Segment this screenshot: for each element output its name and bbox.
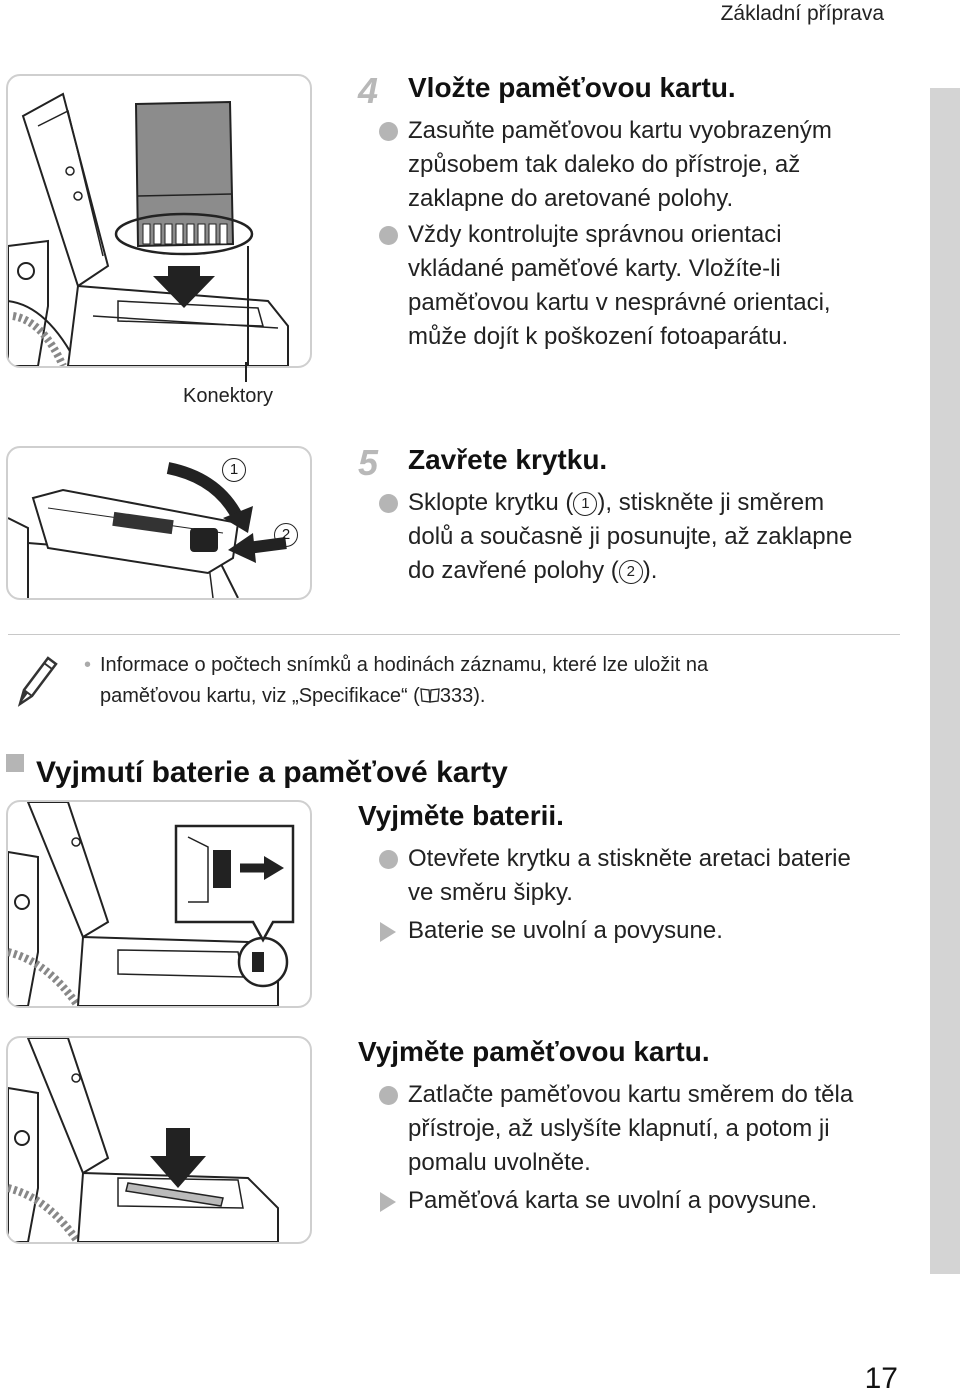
bullet-item xyxy=(408,486,918,588)
bullet-line: ve směru šipky. xyxy=(408,879,573,906)
remove-battery-title: Vyjměte baterii. xyxy=(358,800,564,831)
callout-ref-1: 1 xyxy=(573,492,597,516)
bullet-line: Vždy kontrolujte správnou orientaci xyxy=(408,221,782,248)
pencil-icon xyxy=(16,652,60,713)
bullet-dot-icon xyxy=(376,842,400,876)
note-divider xyxy=(8,634,900,635)
bullet-item xyxy=(408,114,908,216)
note-text xyxy=(84,650,900,712)
remove-battery-bullets xyxy=(408,842,918,948)
step-5-title: Zavřete krytku. xyxy=(408,444,608,475)
bullet-dot-icon xyxy=(376,486,400,520)
result-triangle-icon xyxy=(376,1184,400,1218)
result-item xyxy=(408,1184,918,1218)
result-triangle-icon xyxy=(376,914,400,948)
step-5-number: 5 xyxy=(358,442,379,483)
bullet-line: způsobem tak daleko do přístroje, až xyxy=(408,151,801,178)
section-marker-icon xyxy=(6,754,24,772)
bullet-line: Otevřete krytku a stiskněte aretaci baterie xyxy=(408,845,851,872)
bullet-line: dolů a současně ji posunujte, až zaklapne xyxy=(408,523,853,550)
bullet-dot-icon xyxy=(376,114,400,148)
connectors-label: Konektory xyxy=(183,385,274,407)
section-title: Vyjmutí baterie a paměťové karty xyxy=(36,756,508,789)
bullet-line: zaklapne do aretované polohy. xyxy=(408,185,734,212)
page-number: 17 xyxy=(864,1362,898,1395)
bullet-line: může dojít k poškození fotoaparátu. xyxy=(408,323,789,350)
bullet-line: Zasuňte paměťovou kartu vyobrazeným xyxy=(408,117,832,144)
result-line: Baterie se uvolní a povysune. xyxy=(408,917,723,944)
figure-label-1 xyxy=(222,458,246,482)
connector-leader-line xyxy=(245,362,247,382)
bullet-item xyxy=(408,1078,918,1180)
chapter-side-tab xyxy=(930,88,960,1274)
step-5-bullets xyxy=(408,486,918,588)
bullet-line: Sklopte krytku ( 1 ), stiskněte ji směrem xyxy=(408,489,825,516)
figure-remove-card xyxy=(6,1036,312,1244)
result-line: Paměťová karta se uvolní a povysune. xyxy=(408,1187,818,1214)
bullet-dot-icon xyxy=(376,1078,400,1112)
figure-label-2 xyxy=(274,523,298,547)
callout-2: 2 xyxy=(274,523,298,547)
book-icon xyxy=(420,682,440,698)
bullet-line: přístroje, až uslyšíte klapnutí, a potom ji xyxy=(408,1115,830,1142)
note-bullet-icon: • xyxy=(84,654,92,676)
step-4-number: 4 xyxy=(358,70,379,111)
callout-1: 1 xyxy=(222,458,246,482)
running-header: Základní příprava xyxy=(720,2,884,25)
remove-card-title: Vyjměte paměťovou kartu. xyxy=(358,1036,710,1067)
bullet-line: pomalu uvolněte. xyxy=(408,1149,591,1176)
step-4-title: Vložte paměťovou kartu. xyxy=(408,72,736,103)
figure-remove-battery xyxy=(6,800,312,1008)
bullet-line: vkládané paměťové karty. Vložíte-li xyxy=(408,255,781,282)
note-line-2: paměťovou kartu, viz „Specifikace“ ( 333). xyxy=(100,681,900,712)
remove-card-bullets xyxy=(408,1078,918,1218)
result-item xyxy=(408,914,918,948)
note-line-1: Informace o počtech snímků a hodinách záznamu, které lze uložit na xyxy=(100,654,709,676)
bullet-line: paměťovou kartu v nesprávné orientaci, xyxy=(408,289,831,316)
bullet-item xyxy=(408,218,908,354)
step-4-bullets xyxy=(408,114,908,354)
figure-insert-card xyxy=(6,74,312,368)
bullet-item xyxy=(408,842,918,910)
bullet-dot-icon xyxy=(376,218,400,252)
bullet-line: Zatlačte paměťovou kartu směrem do těla xyxy=(408,1081,854,1108)
figure-close-cover xyxy=(6,446,312,600)
bullet-line: do zavřené polohy ( 2 ). xyxy=(408,557,658,584)
callout-ref-2: 2 xyxy=(619,560,643,584)
